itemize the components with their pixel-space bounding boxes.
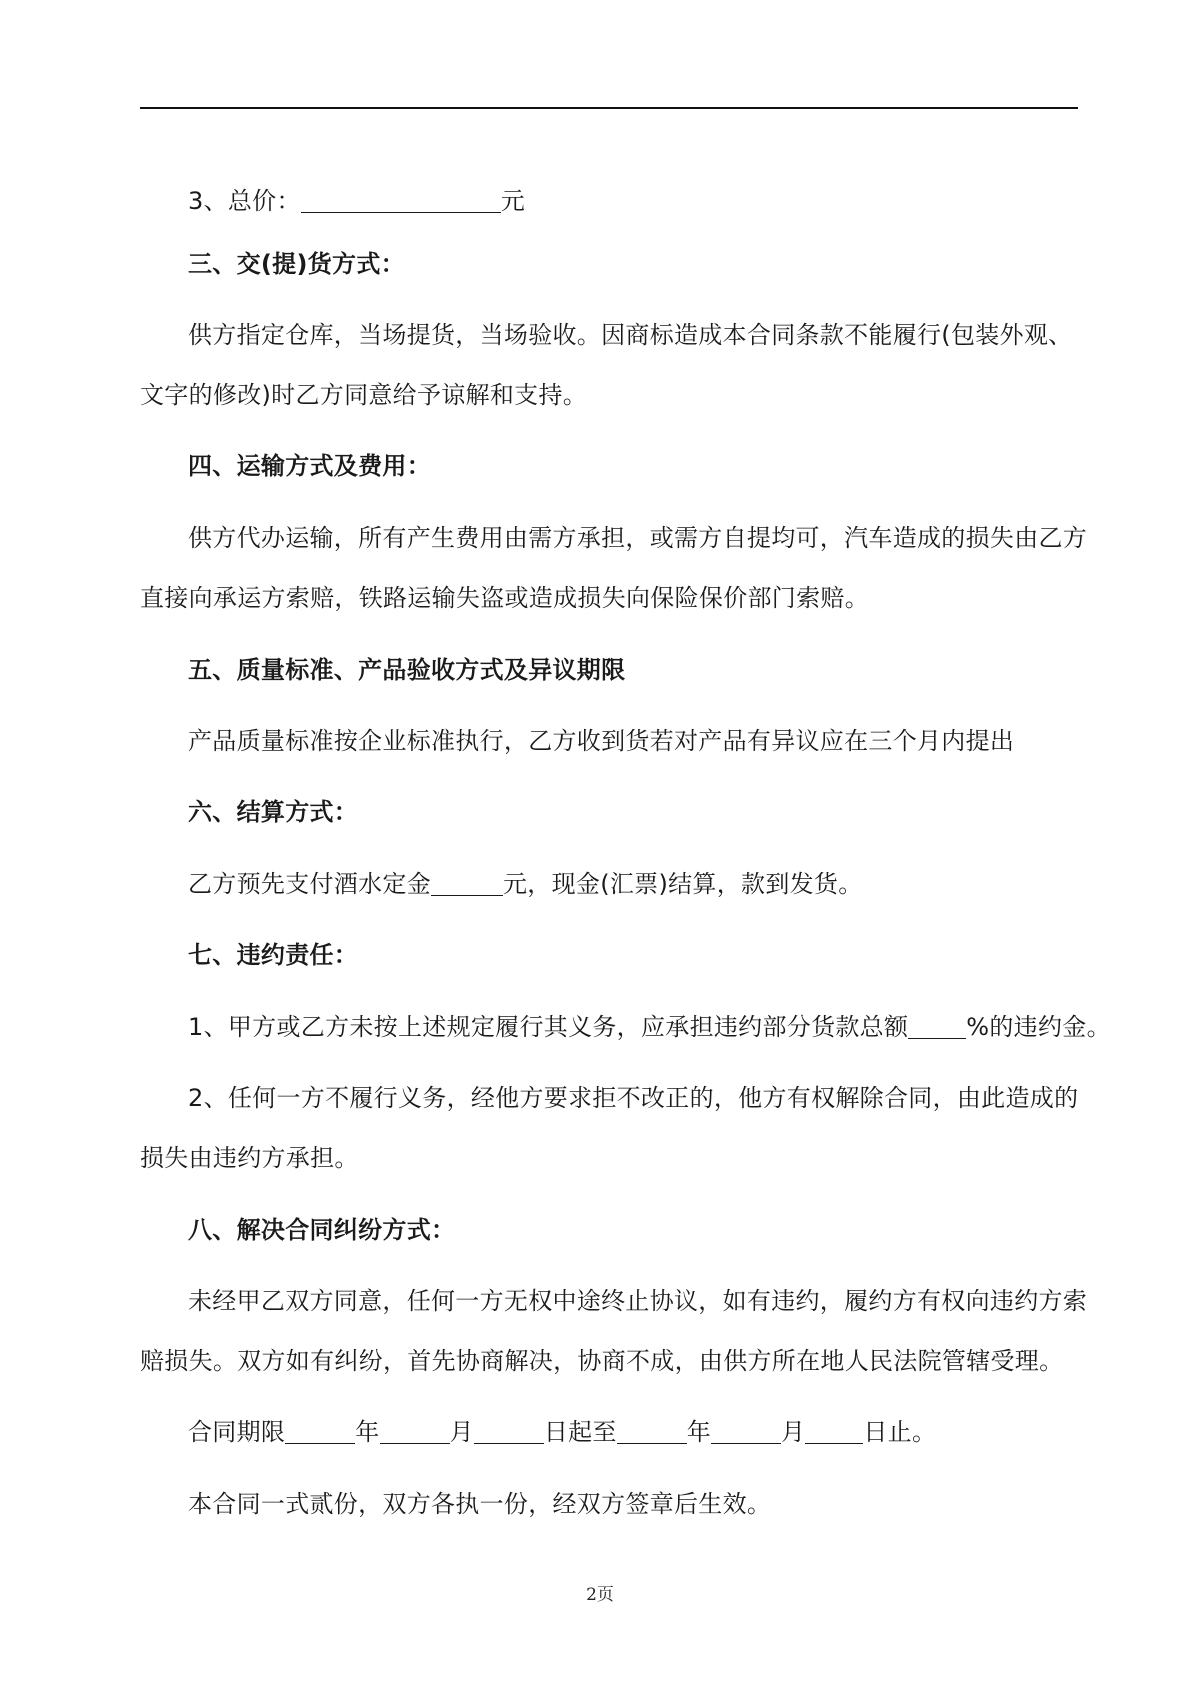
section-4-paragraph-line2: 直接向承运方索赔，铁路运输失盗或造成损失向保险保价部门索赔。 [140,584,869,612]
section-8-paragraph-line2: 赔损失。双方如有纠纷，首先协商解决，协商不成，由供方所在地人民法院管辖受理。 [140,1347,1064,1375]
contract-term-line [140,1416,1078,1448]
section-6-text-part2: 元，现金(汇票)结算，款到发货。 [503,870,863,898]
section-5-heading: 五、质量标准、产品验收方式及异议期限 [188,656,626,684]
term-day-from: 日起至 [543,1418,617,1446]
section-6-heading: 六、结算方式： [188,798,359,826]
term-year2: 年 [686,1418,712,1446]
total-price-unit: 元 [500,187,526,215]
page-number: 2页 [586,1585,614,1605]
end-day-blank [805,1419,863,1444]
section-7-item1-part1: 1、甲方或乙方未按上述规定履行其义务，应承担违约部分货款总额 [188,1013,909,1041]
total-price-blank [301,188,501,213]
section-7-heading: 七、违约责任： [188,941,359,969]
section-6-paragraph [140,868,1078,900]
term-year1: 年 [355,1418,380,1446]
section-8-heading: 八、解决合同纠纷方式： [188,1216,456,1244]
header-rule [140,107,1078,109]
section-3-paragraph-line1: 供方指定仓库，当场提货，当场验收。因商标造成本合同条款不能履行(包装外观、 [188,321,1073,349]
start-year-blank [285,1419,355,1444]
section-3-paragraph-line2: 文字的修改)时乙方同意给予谅解和支持。 [140,381,588,409]
start-day-blank [474,1419,544,1444]
section-8-paragraph-line1: 未经甲乙双方同意，任何一方无权中途终止协议，如有违约，履约方有权向违约方索 [188,1287,1088,1315]
section-4-heading: 四、运输方式及费用： [188,452,431,480]
section-3-heading: 三、交(提)货方式： [188,250,405,278]
term-label: 合同期限 [188,1418,286,1446]
end-year-blank [617,1419,687,1444]
end-month-blank [711,1419,781,1444]
deposit-amount-blank [431,871,503,896]
total-price-line [140,185,1078,217]
section-5-paragraph-line1: 产品质量标准按企业标准执行，乙方收到货若对产品有异议应在三个月内提出 [188,727,1015,755]
term-month2: 月 [781,1418,806,1446]
section-4-paragraph-line1: 供方代办运输，所有产生费用由需方承担，或需方自提均可，汽车造成的损失由乙方 [188,524,1088,552]
section-7-item1-part2: %的违约金。 [966,1013,1111,1041]
copies-statement: 本合同一式贰份，双方各执一份，经双方签章后生效。 [188,1490,772,1518]
penalty-percent-blank [908,1014,966,1039]
section-7-item2-line1: 2、任何一方不履行义务，经他方要求拒不改正的，他方有权解除合同，由此造成的 [188,1084,1079,1112]
start-month-blank [380,1419,450,1444]
total-price-label: 3、总价： [188,187,301,215]
term-month1: 月 [449,1418,474,1446]
section-7-item1 [140,1011,1111,1043]
section-7-item2-line2: 损失由违约方承担。 [140,1144,359,1172]
term-day-to: 日止。 [863,1418,937,1446]
section-6-text-part1: 乙方预先支付酒水定金 [188,870,431,898]
